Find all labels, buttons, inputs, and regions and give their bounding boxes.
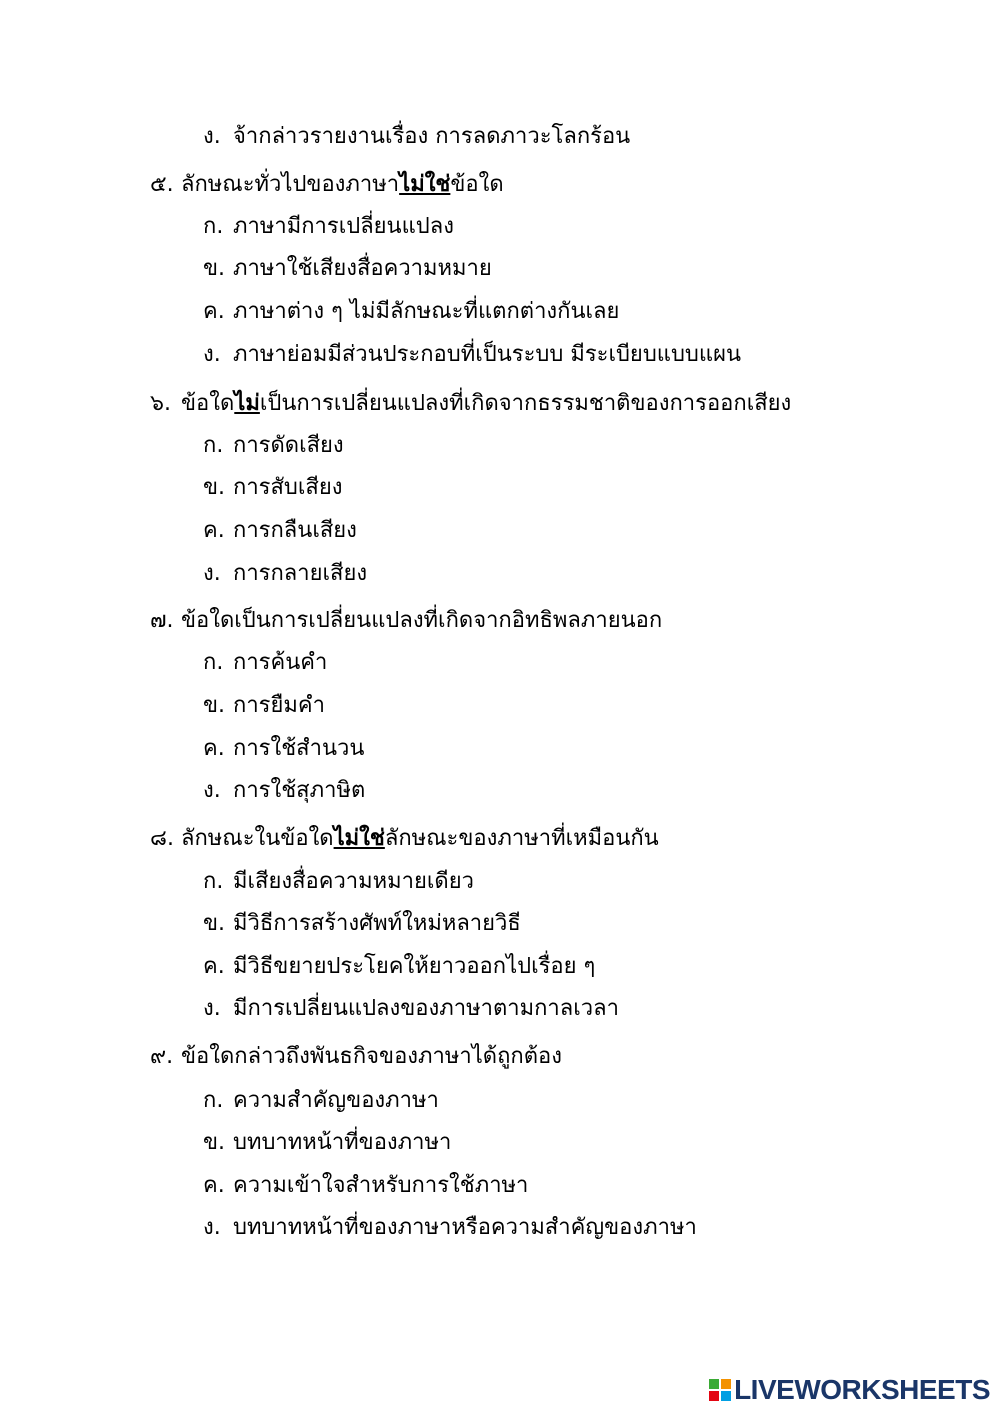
question-5-option-d bbox=[203, 340, 741, 370]
question-7-option-b bbox=[203, 691, 325, 721]
option-label: ข. bbox=[203, 475, 226, 500]
question-number: ๗. bbox=[150, 608, 174, 633]
option-text: มีเสียงสื่อความหมายเดียว bbox=[233, 869, 474, 894]
question-text: ลักษณะทั่วไปของภาษา bbox=[181, 172, 400, 197]
question-7-option-c bbox=[203, 734, 364, 764]
question-emphasis: ไม่ bbox=[234, 391, 260, 416]
option-label: ข. bbox=[203, 1130, 226, 1155]
question-6-option-a bbox=[203, 431, 344, 461]
option-text: การค้นคำ bbox=[233, 650, 328, 675]
question-6 bbox=[150, 389, 791, 419]
liveworksheets-logo bbox=[709, 1374, 990, 1406]
question-9-option-b bbox=[203, 1128, 451, 1158]
option-text: ภาษาต่าง ๆ ไม่มีลักษณะที่แตกต่างกันเลย bbox=[233, 299, 620, 324]
question-emphasis: ไม่ใช่ bbox=[333, 826, 385, 851]
option-text: มีการเปลี่ยนแปลงของภาษาตามกาลเวลา bbox=[233, 996, 619, 1021]
option-label: ค. bbox=[203, 299, 225, 324]
question-7-option-a bbox=[203, 648, 327, 678]
question-5-option-b bbox=[203, 254, 492, 284]
option-label: ง. bbox=[203, 342, 221, 367]
option-text: ภาษามีการเปลี่ยนแปลง bbox=[233, 214, 454, 239]
logo-text: LIVEWORKSHEETS bbox=[734, 1374, 990, 1405]
option-label: ก. bbox=[203, 433, 224, 458]
option-text: ความเข้าใจสำหรับการใช้ภาษา bbox=[233, 1173, 529, 1198]
option-label: ค. bbox=[203, 954, 225, 979]
option-label: ค. bbox=[203, 736, 225, 761]
option-text: ภาษาย่อมมีส่วนประกอบที่เป็นระบบ มีระเบียบแบบแผน bbox=[233, 342, 742, 367]
option-label: ง. bbox=[203, 778, 221, 803]
logo-tile-icon bbox=[709, 1379, 719, 1389]
question-9-option-a bbox=[203, 1086, 439, 1116]
question-text: ข้อใด bbox=[181, 391, 235, 416]
logo-tile-icon bbox=[721, 1379, 731, 1389]
question-text-end: ข้อใด bbox=[450, 172, 504, 197]
option-text: การกลืนเสียง bbox=[233, 518, 357, 543]
option-label: ก. bbox=[203, 1088, 224, 1113]
question-7-option-d bbox=[203, 776, 365, 806]
option-label: ค. bbox=[203, 518, 225, 543]
question-text: ลักษณะในข้อใด bbox=[181, 826, 334, 851]
option-text: ความสำคัญของภาษา bbox=[233, 1088, 439, 1113]
option-label: ง. bbox=[203, 124, 221, 149]
question-number: ๖. bbox=[150, 391, 171, 416]
option-text: มีวิธีขยายประโยคให้ยาวออกไปเรื่อย ๆ bbox=[233, 954, 596, 979]
question-text: ข้อใดกล่าวถึงพันธกิจของภาษาได้ถูกต้อง bbox=[181, 1044, 562, 1069]
question-emphasis: ไม่ใช่ bbox=[399, 172, 451, 197]
question-number: ๕. bbox=[150, 172, 174, 197]
option-text: บทบาทหน้าที่ของภาษา bbox=[233, 1130, 452, 1155]
option-label: ข. bbox=[203, 911, 226, 936]
question-9 bbox=[150, 1042, 562, 1072]
option-label: ข. bbox=[203, 693, 226, 718]
option-label: ก. bbox=[203, 869, 224, 894]
liveworksheets-logo-icon bbox=[709, 1379, 731, 1401]
question-5 bbox=[150, 170, 504, 200]
option-text: การยืมคำ bbox=[233, 693, 325, 718]
question-5-option-a bbox=[203, 212, 454, 242]
question-number: ๙. bbox=[150, 1044, 174, 1069]
option-carry-over bbox=[203, 122, 630, 152]
option-text: การดัดเสียง bbox=[233, 433, 344, 458]
option-text: การสับเสียง bbox=[233, 475, 343, 500]
question-9-option-c bbox=[203, 1171, 528, 1201]
question-8 bbox=[150, 824, 659, 854]
question-8-option-a bbox=[203, 867, 474, 897]
option-text: ภาษาใช้เสียงสื่อความหมาย bbox=[233, 256, 492, 281]
option-label: ข. bbox=[203, 256, 226, 281]
option-text: การใช้สุภาษิต bbox=[233, 778, 366, 803]
question-8-option-c bbox=[203, 952, 595, 982]
question-text-end: ลักษณะของภาษาที่เหมือนกัน bbox=[384, 826, 659, 851]
option-text: จ้ากล่าวรายงานเรื่อง การลดภาวะโลกร้อน bbox=[233, 124, 631, 149]
question-9-option-d bbox=[203, 1213, 697, 1243]
option-text: มีวิธีการสร้างศัพท์ใหม่หลายวิธี bbox=[233, 911, 521, 936]
question-6-option-c bbox=[203, 516, 357, 546]
question-7 bbox=[150, 606, 662, 636]
option-label: ค. bbox=[203, 1173, 225, 1198]
option-label: ก. bbox=[203, 650, 224, 675]
option-label: ง. bbox=[203, 996, 221, 1021]
option-label: ง. bbox=[203, 561, 221, 586]
logo-tile-icon bbox=[709, 1391, 719, 1401]
question-6-option-d bbox=[203, 559, 367, 589]
question-number: ๘. bbox=[150, 826, 174, 851]
option-label: ก. bbox=[203, 214, 224, 239]
question-5-option-c bbox=[203, 297, 619, 327]
question-6-option-b bbox=[203, 473, 342, 503]
question-8-option-b bbox=[203, 909, 521, 939]
option-label: ง. bbox=[203, 1215, 221, 1240]
option-text: บทบาทหน้าที่ของภาษาหรือความสำคัญของภาษา bbox=[233, 1215, 697, 1240]
question-text-end: เป็นการเปลี่ยนแปลงที่เกิดจากธรรมชาติของการออกเสียง bbox=[259, 391, 792, 416]
question-text: ข้อใดเป็นการเปลี่ยนแปลงที่เกิดจากอิทธิพลภายนอก bbox=[181, 608, 663, 633]
option-text: การใช้สำนวน bbox=[233, 736, 365, 761]
option-text: การกลายเสียง bbox=[233, 561, 368, 586]
question-8-option-d bbox=[203, 994, 619, 1024]
logo-tile-icon bbox=[721, 1391, 731, 1401]
